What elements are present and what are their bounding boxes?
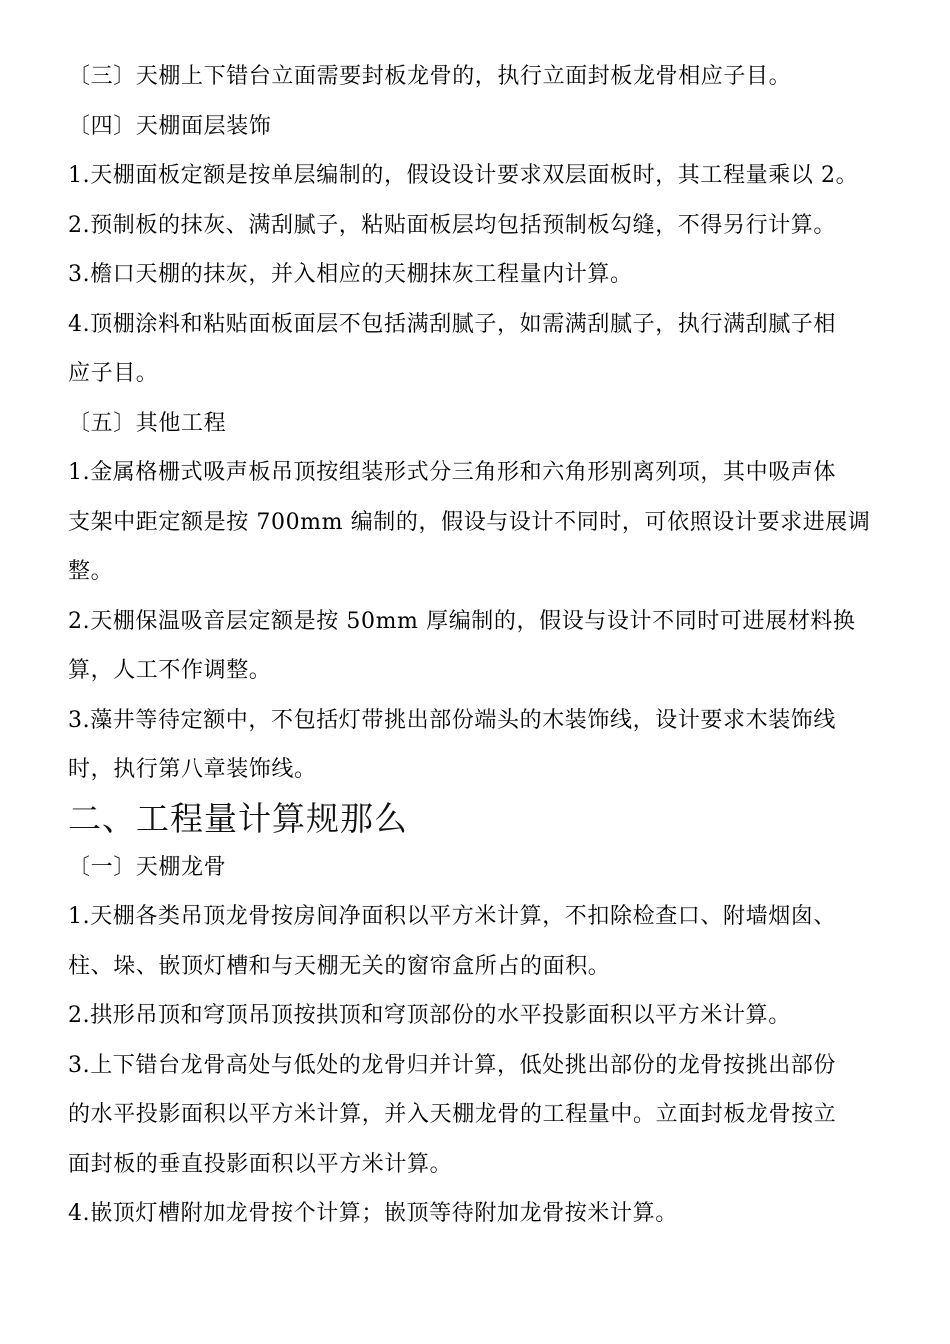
- text-line: 的水平投影面积以平方米计算，并入天棚龙骨的工程量中。立面封板龙骨按立: [68, 1102, 837, 1127]
- text-line: 4.顶棚涂料和粘贴面板面层不包括满刮腻子，如需满刮腻子，执行满刮腻子相: [68, 311, 836, 337]
- text-line: 整。: [68, 559, 114, 584]
- subsection-heading: 〔四〕天棚面层装饰: [68, 113, 272, 139]
- subsection-heading: 〔一〕天棚龙骨: [68, 854, 227, 880]
- text-line: 1.天棚面板定额是按单层编制的，假设设计要求双层面板时，其工程量乘以 2。: [68, 163, 859, 188]
- text-line: 面封板的垂直投影面积以平方米计算。: [68, 1151, 453, 1177]
- text-line: 1.天棚各类吊顶龙骨按房间净面积以平方米计算，不扣除检查口、附墙烟囱、: [68, 904, 836, 929]
- text-line: 支架中距定额是按 700mm 编制的，假设与设计不同时，可依照设计要求进展调: [68, 509, 871, 535]
- text-line: 3.檐口天棚的抹灰，并入相应的天棚抹灰工程量内计算。: [68, 262, 633, 287]
- document-page: [68, 52, 886, 1239]
- text-line: 1.金属格栅式吸声板吊顶按组装形式分三角形和六角形别离列项，其中吸声体: [68, 460, 836, 485]
- text-line: 〔三〕天棚上下错台立面需要封板龙骨的，执行立面封板龙骨相应子目。: [68, 64, 792, 89]
- subsection-heading: 〔五〕其他工程: [68, 410, 227, 436]
- text-line: 2.拱形吊顶和穹顶吊顶按拱顶和穹顶部份的水平投影面积以平方米计算。: [68, 1003, 791, 1028]
- text-line: 应子目。: [68, 361, 159, 386]
- section-heading: 二、工程量计算规那么: [68, 798, 408, 838]
- text-line: 2.天棚保温吸音层定额是按 50mm 厚编制的，假设与设计不同时可进展材料换: [68, 608, 856, 634]
- text-line: 3.上下错台龙骨高处与低处的龙骨归并计算，低处挑出部份的龙骨按挑出部份: [68, 1052, 836, 1078]
- text-line: 2.预制板的抹灰、满刮腻子，粘贴面板层均包括预制板勾缝，不得另行计算。: [68, 212, 836, 238]
- text-line: 3.藻井等待定额中，不包括灯带挑出部份端头的木装饰线，设计要求木装饰线: [68, 707, 836, 733]
- text-line: 柱、垛、嵌顶灯槽和与天棚无关的窗帘盒所占的面积。: [68, 953, 611, 979]
- text-line: 4.嵌顶灯槽附加龙骨按个计算；嵌顶等待附加龙骨按米计算。: [68, 1201, 678, 1226]
- text-line: 时，执行第八章装饰线。: [68, 757, 317, 782]
- text-line: 算，人工不作调整。: [68, 658, 272, 683]
